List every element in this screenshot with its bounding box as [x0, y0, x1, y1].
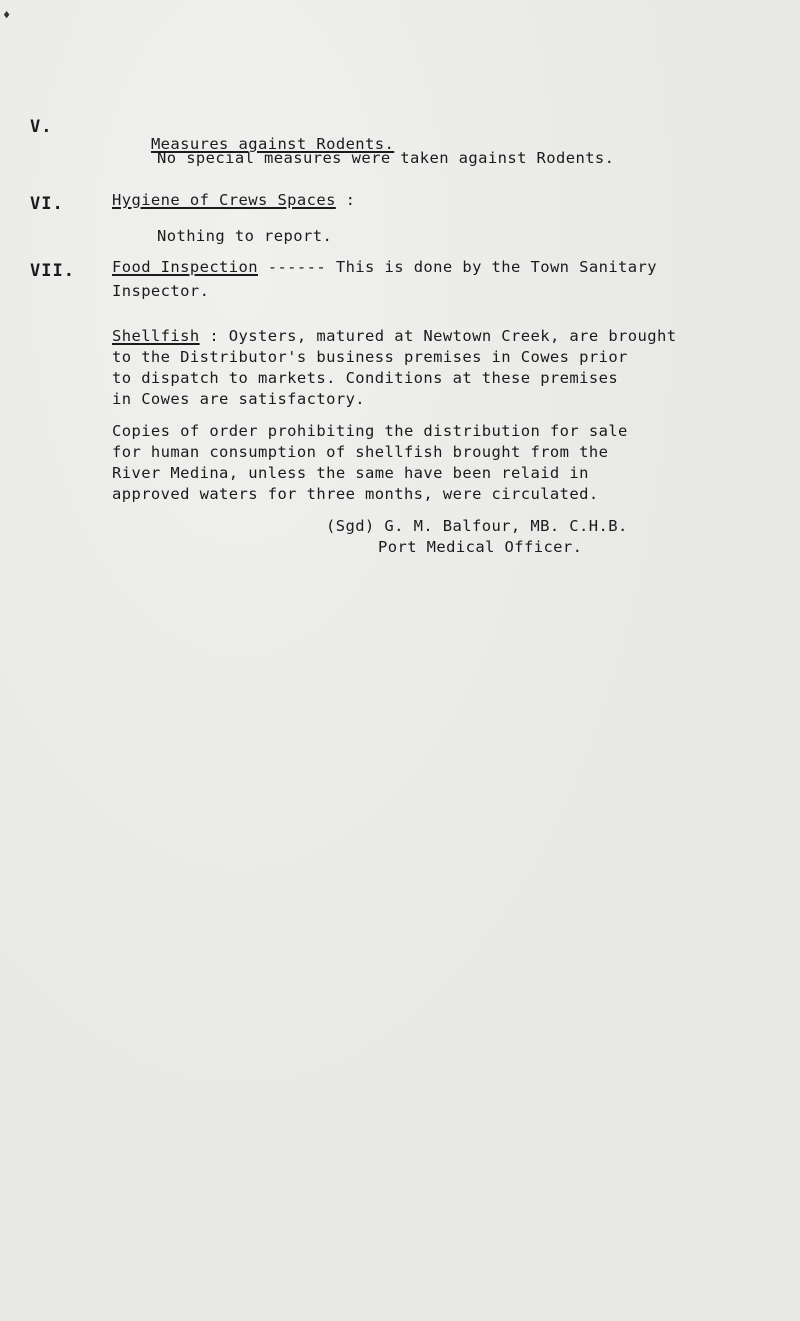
section-text-v: No special measures were taken against Rodents.: [157, 149, 615, 167]
shellfish-line-2: to the Distributor's business premises in Cowes prior: [112, 348, 628, 366]
copies-line-3: River Medina, unless the same have been relaid in: [112, 464, 589, 482]
section-heading-v-text: Measures against Rodents.: [150, 135, 395, 153]
copies-line-2: for human consumption of shellfish brought from the: [112, 443, 609, 461]
shellfish-line-1-text: : Oysters, matured at Newtown Creek, are brought: [199, 327, 677, 345]
signature-line-1: (Sgd) G. M. Balfour, MB. C.H.B.: [326, 517, 628, 535]
signature-line-2: Port Medical Officer.: [378, 538, 583, 556]
corner-mark: ♦: [3, 8, 11, 22]
shellfish-line-1: [112, 327, 676, 345]
section-text-vii-line2: Inspector.: [112, 282, 210, 300]
section-number-vi: VI.: [30, 194, 64, 214]
shellfish-label: Shellfish: [112, 327, 200, 345]
copies-line-4: approved waters for three months, were circulated.: [112, 485, 599, 503]
section-heading-vii: [112, 258, 657, 276]
section-heading-vii-text: Food Inspection: [112, 258, 258, 276]
shellfish-line-4: in Cowes are satisfactory.: [112, 390, 366, 408]
section-text-vi: Nothing to report.: [157, 227, 333, 245]
section-text-vii-line1: ------ This is done by the Town Sanitary: [257, 258, 657, 276]
section-number-v: V.: [30, 117, 53, 137]
section-heading-vi-suffix: :: [335, 191, 356, 209]
section-heading-vi-text: Hygiene of Crews Spaces: [112, 191, 336, 209]
section-heading-vi: [112, 191, 355, 209]
shellfish-line-3: to dispatch to markets. Conditions at these premises: [112, 369, 619, 387]
copies-line-1: Copies of order prohibiting the distribution for sale: [112, 422, 628, 440]
section-number-vii: VII.: [30, 261, 75, 281]
